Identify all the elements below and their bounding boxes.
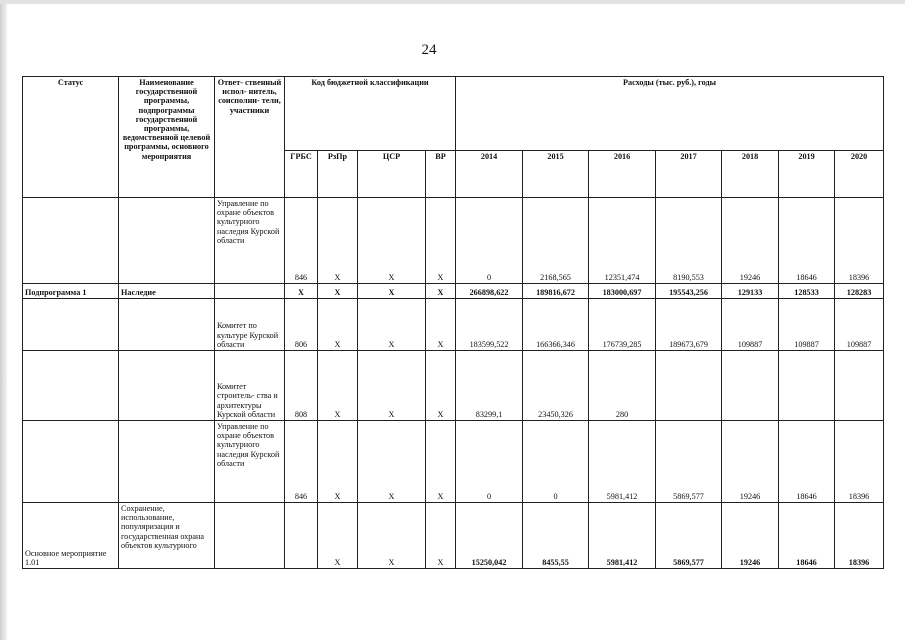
header-executor: Ответ- ственный испол- нитель, соисполни- тели, участники (215, 77, 285, 198)
cell-2017: 5869,577 (656, 421, 722, 503)
cell-2016: 5981,412 (589, 421, 656, 503)
header-status: Статус (23, 77, 119, 198)
cell-2016: 176739,285 (589, 299, 656, 351)
page-number: 24 (421, 42, 437, 58)
cell-grbs: 846 (285, 198, 318, 284)
cell-2019 (779, 351, 835, 421)
cell-executor: Комитет по культуре Курской области (215, 299, 285, 351)
cell-2018 (722, 351, 779, 421)
cell-2020: 18396 (835, 421, 884, 503)
cell-2016: 12351,474 (589, 198, 656, 284)
cell-2015: 166366,346 (523, 299, 589, 351)
budget-table (22, 76, 884, 569)
cell-2014: 0 (456, 421, 523, 503)
cell-2020: 128283 (835, 284, 884, 299)
cell-status: Основное мероприятие 1.01 (23, 503, 119, 569)
cell-status: Подпрограмма 1 (23, 284, 119, 299)
cell-executor (215, 284, 285, 299)
cell-name: Наследие (119, 284, 215, 299)
header-year-2014: 2014 (456, 151, 523, 198)
header-year-2019: 2019 (779, 151, 835, 198)
cell-rzpr: Х (318, 284, 358, 299)
cell-2014: 0 (456, 198, 523, 284)
cell-vr: Х (426, 351, 456, 421)
cell-status (23, 421, 119, 503)
cell-executor: Управление по охране объектов культурного наследия Курской области (215, 198, 285, 284)
cell-csr: Х (358, 351, 426, 421)
cell-2015: 23450,326 (523, 351, 589, 421)
table-row (23, 503, 884, 569)
header-year-2016: 2016 (589, 151, 656, 198)
cell-executor: Управление по охране объектов культурного наследия Курской области (215, 421, 285, 503)
cell-2020 (835, 351, 884, 421)
page-top-edge (0, 0, 905, 4)
cell-executor (215, 503, 285, 569)
cell-2018: 129133 (722, 284, 779, 299)
cell-2019: 109887 (779, 299, 835, 351)
cell-2015: 8455,55 (523, 503, 589, 569)
cell-rzpr: Х (318, 503, 358, 569)
cell-vr: Х (426, 198, 456, 284)
cell-2016: 280 (589, 351, 656, 421)
cell-2017 (656, 351, 722, 421)
table-row (23, 299, 884, 351)
cell-vr: Х (426, 503, 456, 569)
cell-2017: 195543,256 (656, 284, 722, 299)
cell-status (23, 351, 119, 421)
cell-2018: 109887 (722, 299, 779, 351)
table-row (23, 198, 884, 284)
cell-2020: 18396 (835, 198, 884, 284)
header-expenses: Расходы (тыс. руб.), годы (456, 77, 884, 151)
cell-2017: 189673,679 (656, 299, 722, 351)
cell-2014: 183599,522 (456, 299, 523, 351)
cell-2019: 18646 (779, 421, 835, 503)
cell-2019: 128533 (779, 284, 835, 299)
cell-2014: 15250,042 (456, 503, 523, 569)
header-year-2015: 2015 (523, 151, 589, 198)
cell-2017: 5869,577 (656, 503, 722, 569)
cell-vr: Х (426, 299, 456, 351)
cell-name (119, 198, 215, 284)
cell-2016: 183000,697 (589, 284, 656, 299)
cell-2018: 19246 (722, 503, 779, 569)
table-row (23, 351, 884, 421)
cell-rzpr: Х (318, 351, 358, 421)
header-year-2020: 2020 (835, 151, 884, 198)
cell-vr: Х (426, 284, 456, 299)
table-row (23, 421, 884, 503)
cell-rzpr: Х (318, 198, 358, 284)
header-year-2018: 2018 (722, 151, 779, 198)
cell-grbs: 806 (285, 299, 318, 351)
cell-csr: Х (358, 198, 426, 284)
cell-status (23, 198, 119, 284)
cell-grbs: Х (285, 284, 318, 299)
cell-name (119, 421, 215, 503)
cell-rzpr: Х (318, 421, 358, 503)
cell-2018: 19246 (722, 421, 779, 503)
cell-grbs: 808 (285, 351, 318, 421)
cell-executor: Комитет строитель- ства и архитектуры Курской области (215, 351, 285, 421)
header-budget-code: Код бюджетной классификации (285, 77, 456, 151)
cell-2015: 0 (523, 421, 589, 503)
cell-name: Сохранение, использование, популяризация и государственная охрана объектов культурного (119, 503, 215, 569)
cell-2016: 5981,412 (589, 503, 656, 569)
cell-name (119, 299, 215, 351)
cell-2020: 109887 (835, 299, 884, 351)
cell-csr: Х (358, 284, 426, 299)
header-code-csr: ЦСР (358, 151, 426, 198)
cell-csr: Х (358, 299, 426, 351)
cell-status (23, 299, 119, 351)
cell-vr: Х (426, 421, 456, 503)
cell-2018: 19246 (722, 198, 779, 284)
header-code-grbs: ГРБС (285, 151, 318, 198)
cell-2015: 189816,672 (523, 284, 589, 299)
cell-2014: 83299,1 (456, 351, 523, 421)
cell-2019: 18646 (779, 198, 835, 284)
cell-2019: 18646 (779, 503, 835, 569)
header-year-2017: 2017 (656, 151, 722, 198)
cell-2020: 18396 (835, 503, 884, 569)
cell-grbs: 846 (285, 421, 318, 503)
cell-2014: 266898,622 (456, 284, 523, 299)
cell-csr: Х (358, 421, 426, 503)
cell-grbs (285, 503, 318, 569)
page-edge-shadow (0, 0, 7, 640)
cell-rzpr: Х (318, 299, 358, 351)
cell-2015: 2168,565 (523, 198, 589, 284)
cell-2017: 8190,553 (656, 198, 722, 284)
cell-name (119, 351, 215, 421)
header-code-vr: ВР (426, 151, 456, 198)
cell-csr: Х (358, 503, 426, 569)
header-name: Наименование государственной программы, подпрограммы государственной программы, ведомственной целевой программы, основного мероприятия (119, 77, 215, 198)
header-code-rzpr: РзПр (318, 151, 358, 198)
table-row (23, 284, 884, 299)
